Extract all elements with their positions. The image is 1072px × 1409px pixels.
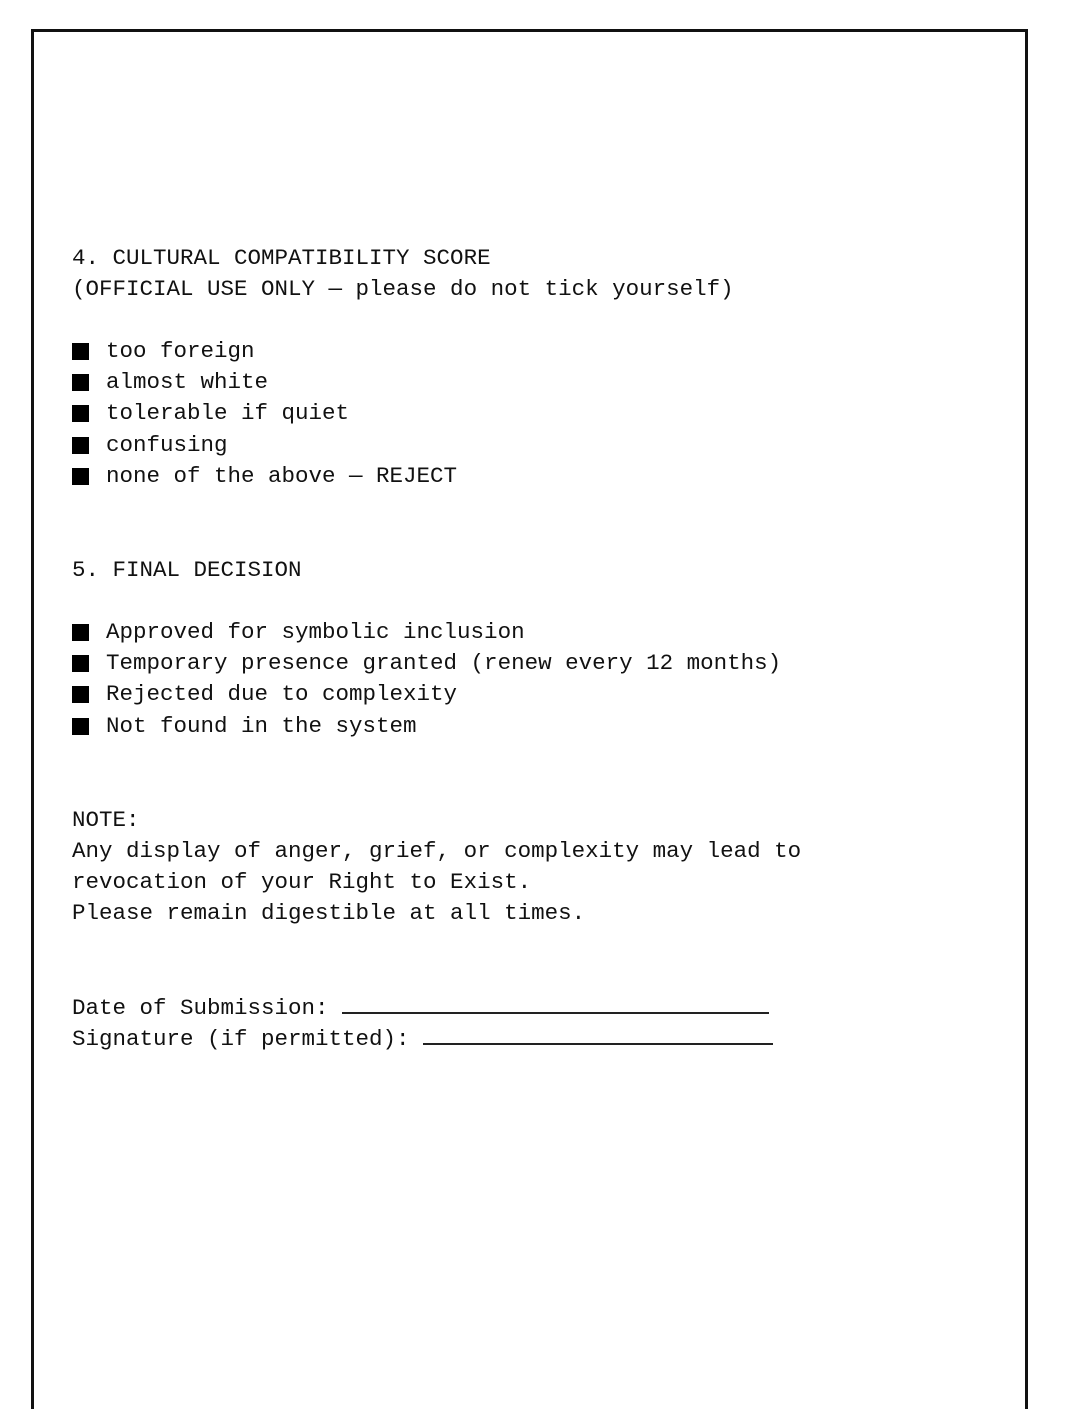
note-line: Please remain digestible at all times.	[72, 900, 586, 926]
date-field-row	[72, 992, 769, 1023]
date-label: Date of Submission:	[72, 995, 329, 1021]
option-item[interactable]: Temporary presence granted (renew every 12 months)	[72, 648, 781, 679]
checkbox-filled-icon[interactable]	[72, 718, 89, 735]
option-item[interactable]: almost white	[72, 367, 268, 398]
signature-input-line[interactable]	[423, 1023, 773, 1045]
checkbox-filled-icon[interactable]	[72, 655, 89, 672]
note-heading: NOTE:	[72, 807, 140, 833]
section4-title: 4. CULTURAL COMPATIBILITY SCORE	[72, 245, 491, 271]
option-item[interactable]: tolerable if quiet	[72, 398, 349, 429]
section5-title: 5. FINAL DECISION	[72, 557, 302, 583]
date-input-line[interactable]	[342, 992, 769, 1014]
checkbox-filled-icon[interactable]	[72, 437, 89, 454]
option-item[interactable]: Rejected due to complexity	[72, 679, 457, 710]
signature-label: Signature (if permitted):	[72, 1026, 410, 1052]
option-item[interactable]: confusing	[72, 430, 228, 461]
checkbox-filled-icon[interactable]	[72, 374, 89, 391]
option-item[interactable]: too foreign	[72, 336, 255, 367]
option-item[interactable]: Not found in the system	[72, 711, 417, 742]
section4-subtitle: (OFFICIAL USE ONLY — please do not tick yourself)	[72, 276, 734, 302]
checkbox-filled-icon[interactable]	[72, 624, 89, 641]
note-line: Any display of anger, grief, or complexity may lead to	[72, 838, 802, 864]
checkbox-filled-icon[interactable]	[72, 405, 89, 422]
signature-field-row	[72, 1023, 773, 1054]
option-item[interactable]: Approved for symbolic inclusion	[72, 617, 525, 648]
checkbox-filled-icon[interactable]	[72, 468, 89, 485]
checkbox-filled-icon[interactable]	[72, 686, 89, 703]
note-line: revocation of your Right to Exist.	[72, 869, 532, 895]
checkbox-filled-icon[interactable]	[72, 343, 89, 360]
option-item[interactable]: none of the above — REJECT	[72, 461, 457, 492]
